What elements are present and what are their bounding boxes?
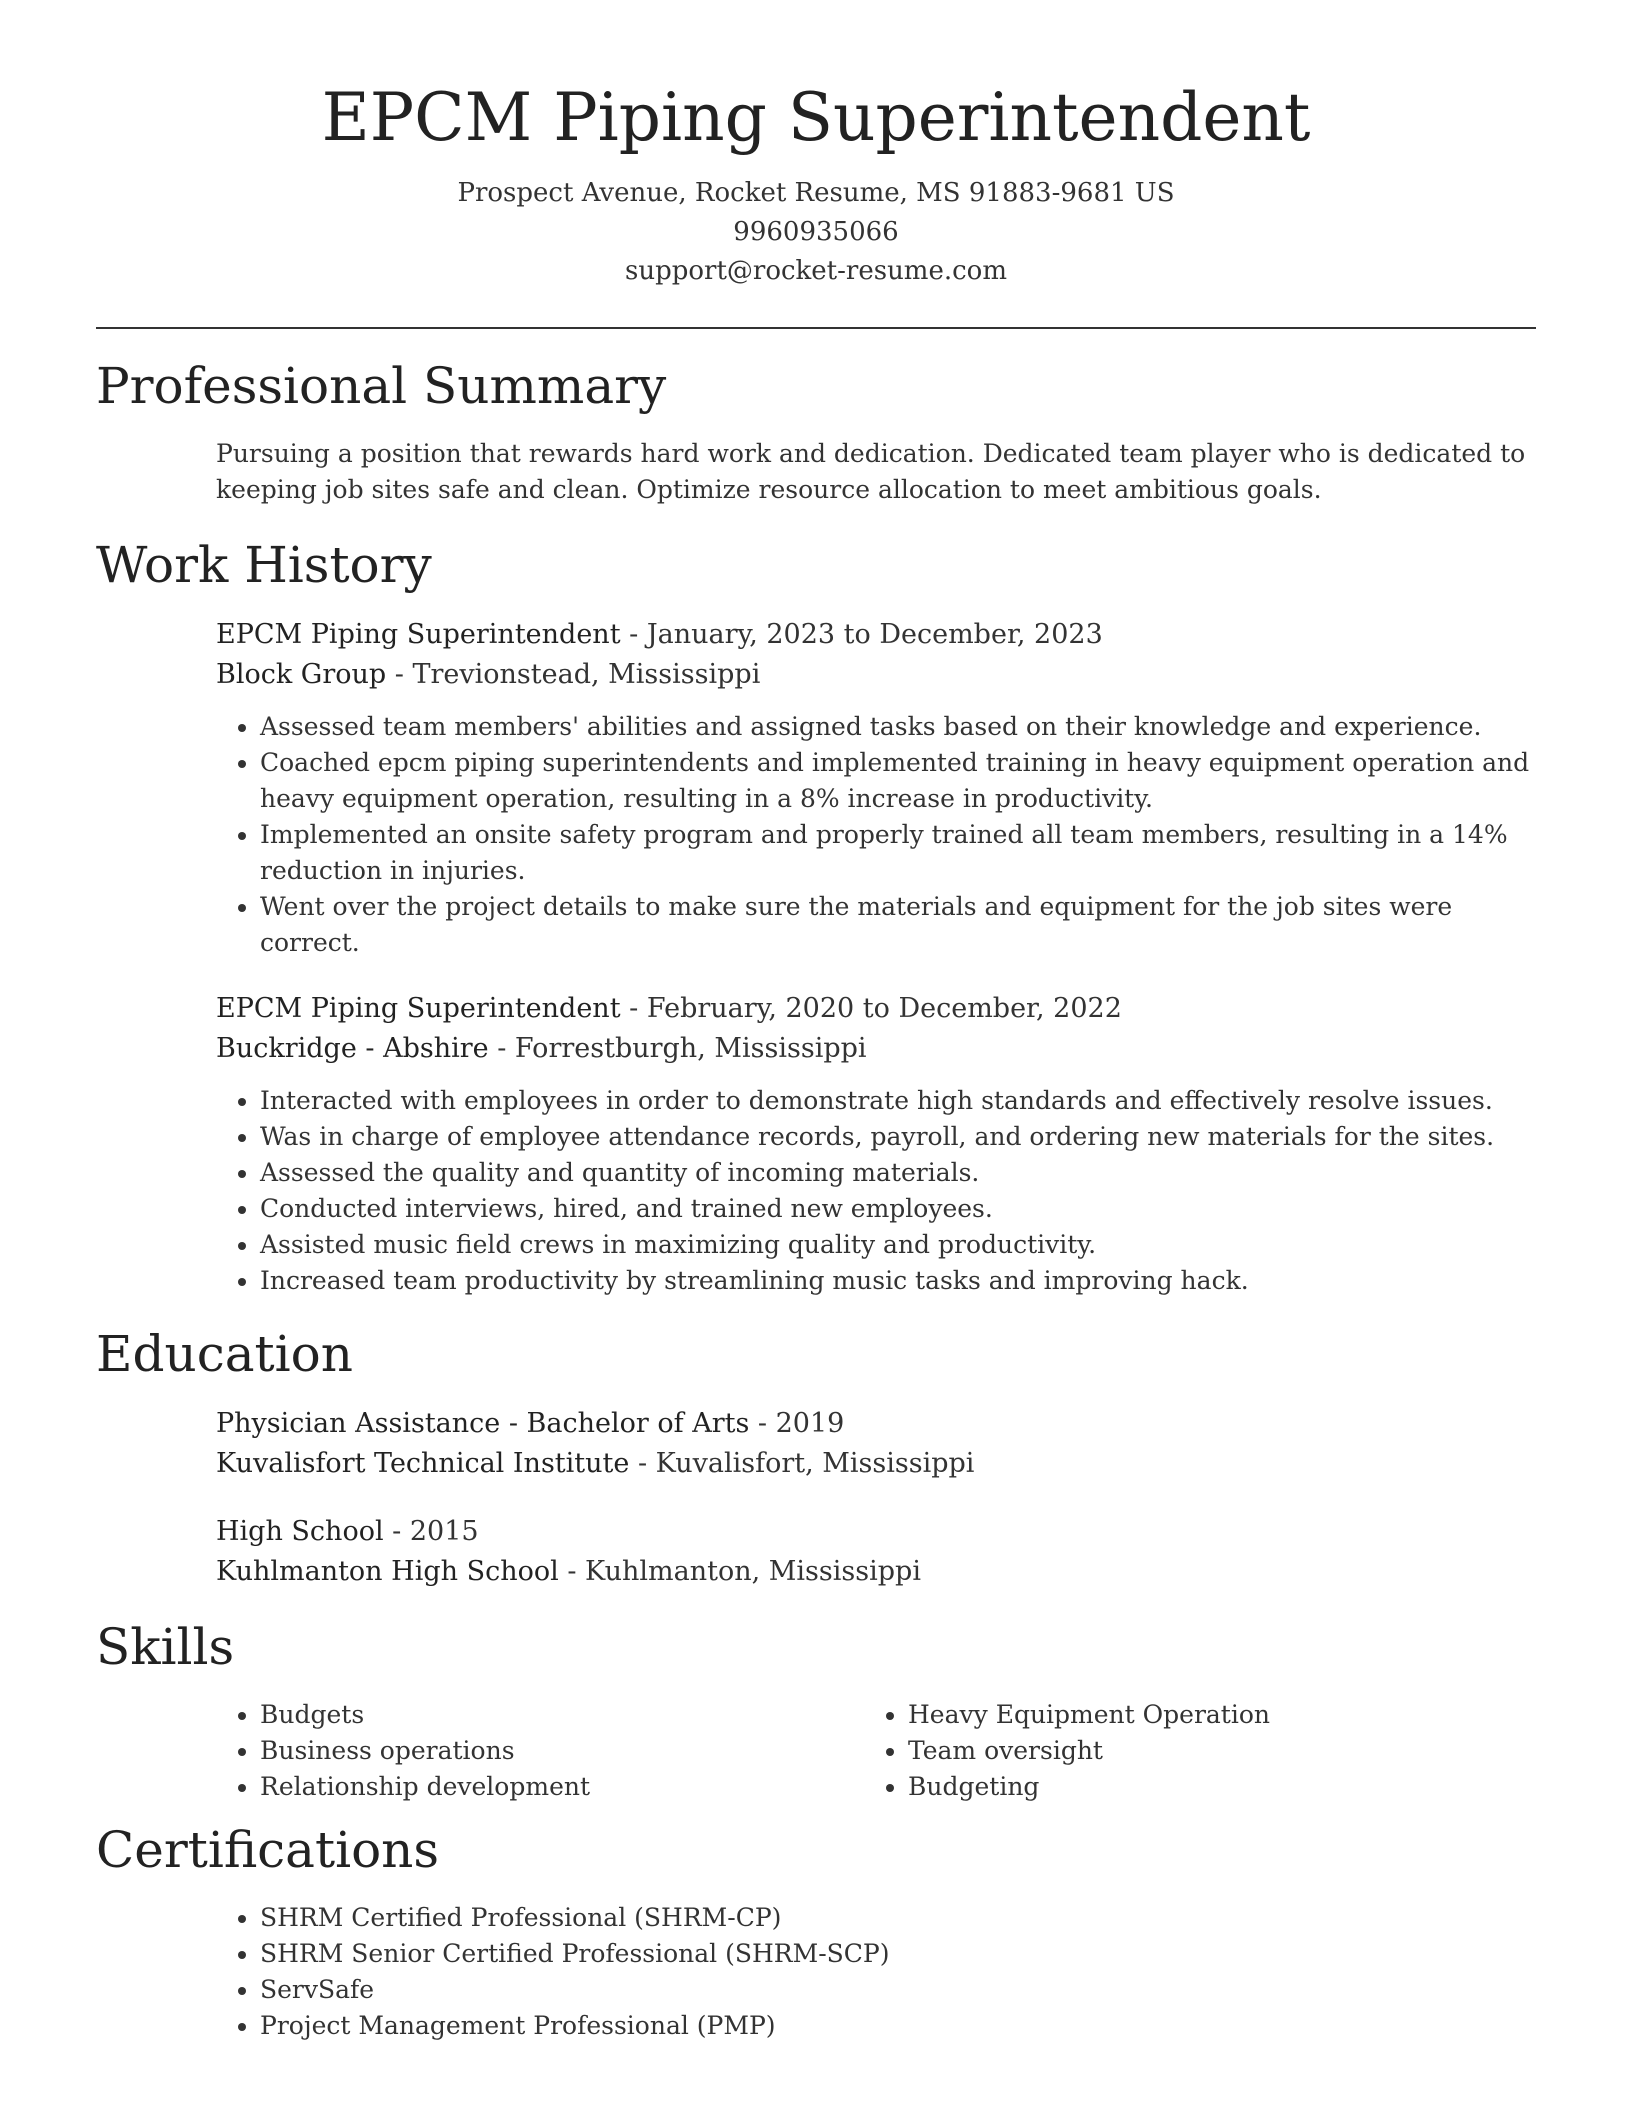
list-item: • Team oversight <box>908 1733 1512 1769</box>
job-entry <box>216 989 1536 1299</box>
education-entry <box>216 1404 1536 1484</box>
education-heading: Education <box>96 1324 353 1383</box>
contact-email: support@rocket-resume.com <box>624 255 1007 286</box>
job-company-line <box>216 655 1536 695</box>
certifications-section <box>96 1820 1536 2044</box>
education-location: - Kuhlmanton, Mississippi <box>558 1555 921 1587</box>
list-item: • Heavy Equipment Operation <box>908 1697 1512 1733</box>
list-item: • Assessed the quality and quantity of incoming materials. <box>260 1155 1536 1191</box>
work-history-heading: Work History <box>96 535 432 594</box>
skills-grid <box>96 1697 1536 1805</box>
resume-header <box>96 80 1536 291</box>
education-degree-line <box>216 1404 1536 1444</box>
education-location: - Kuvalisfort, Mississippi <box>629 1447 975 1479</box>
job-dates: - February, 2020 to December, 2022 <box>620 992 1122 1024</box>
education-degree: High School <box>216 1515 384 1547</box>
list-item: • Implemented an onsite safety program and properly trained all team members, resulting in a 14% reduction in injuries. <box>260 817 1536 889</box>
job-title: EPCM Piping Superintendent <box>216 618 621 650</box>
skills-heading: Skills <box>96 1617 235 1676</box>
job-bullets <box>216 709 1536 961</box>
list-item: • Assisted music field crews in maximizing quality and productivity. <box>260 1227 1536 1263</box>
candidate-name: EPCM Piping Superintendent <box>321 79 1311 156</box>
list-item: • ServSafe <box>260 1972 1536 2008</box>
job-entry <box>216 615 1536 961</box>
summary-heading: Professional Summary <box>96 356 667 415</box>
list-item: • Went over the project details to make sure the materials and equipment for the job sites were correct. <box>260 889 1536 961</box>
header-divider <box>96 327 1536 329</box>
list-item: • Project Management Professional (PMP) <box>260 2008 1536 2044</box>
list-item: • Coached epcm piping superintendents and implemented training in heavy equipment operation and heavy equipment operation, resulting in a 8% increase in productivity. <box>260 745 1536 817</box>
job-company-line <box>216 1029 1536 1069</box>
list-item: • Business operations <box>260 1733 864 1769</box>
education-entry <box>216 1512 1536 1592</box>
education-year: - 2019 <box>749 1407 845 1439</box>
education-school: Kuhlmanton High School <box>216 1555 559 1587</box>
contact-address: Prospect Avenue, Rocket Resume, MS 91883-9681 US <box>457 177 1175 208</box>
job-title: EPCM Piping Superintendent <box>216 992 621 1024</box>
list-item: • Conducted interviews, hired, and trained new employees. <box>260 1191 1536 1227</box>
list-item: • Interacted with employees in order to demonstrate high standards and effectively resolve issues. <box>260 1083 1536 1119</box>
education-year: - 2015 <box>383 1515 479 1547</box>
list-item: • SHRM Certified Professional (SHRM-CP) <box>260 1900 1536 1936</box>
summary-section <box>96 356 1536 508</box>
contact-phone: 9960935066 <box>733 216 899 247</box>
job-company: Buckridge - Abshire <box>216 1032 489 1064</box>
list-item: • Increased team productivity by streamlining music tasks and improving hack. <box>260 1263 1536 1299</box>
job-title-line <box>216 989 1536 1029</box>
job-bullets <box>216 1083 1536 1299</box>
skills-section <box>96 1617 1536 1805</box>
job-location: - Forrestburgh, Mississippi <box>488 1032 867 1064</box>
list-item: • SHRM Senior Certified Professional (SHRM-SCP) <box>260 1936 1536 1972</box>
education-school-line <box>216 1444 1536 1484</box>
list-item: • Assessed team members' abilities and assigned tasks based on their knowledge and experience. <box>260 709 1536 745</box>
job-company: Block Group <box>216 658 387 690</box>
job-dates: - January, 2023 to December, 2023 <box>620 618 1103 650</box>
work-history-section <box>96 535 1536 1299</box>
education-section <box>96 1324 1536 1592</box>
summary-text: Pursuing a position that rewards hard work and dedication. Dedicated team player who is dedicated to keeping job sites safe and clean. Optimize resource allocation to meet ambitious goals. <box>216 438 1526 504</box>
education-degree-line <box>216 1512 1536 1552</box>
job-title-line <box>216 615 1536 655</box>
skills-column-left <box>216 1697 864 1805</box>
list-item: • Budgets <box>260 1697 864 1733</box>
education-degree: Physician Assistance - Bachelor of Arts <box>216 1407 750 1439</box>
list-item: • Relationship development <box>260 1769 864 1805</box>
skills-column-right <box>864 1697 1512 1805</box>
certifications-list <box>96 1900 1536 2044</box>
education-school: Kuvalisfort Technical Institute <box>216 1447 630 1479</box>
certifications-heading: Certifications <box>96 1820 440 1879</box>
education-school-line <box>216 1552 1536 1592</box>
list-item: • Was in charge of employee attendance records, payroll, and ordering new materials for the sites. <box>260 1119 1536 1155</box>
job-location: - Trevionstead, Mississippi <box>386 658 761 690</box>
list-item: • Budgeting <box>908 1769 1512 1805</box>
